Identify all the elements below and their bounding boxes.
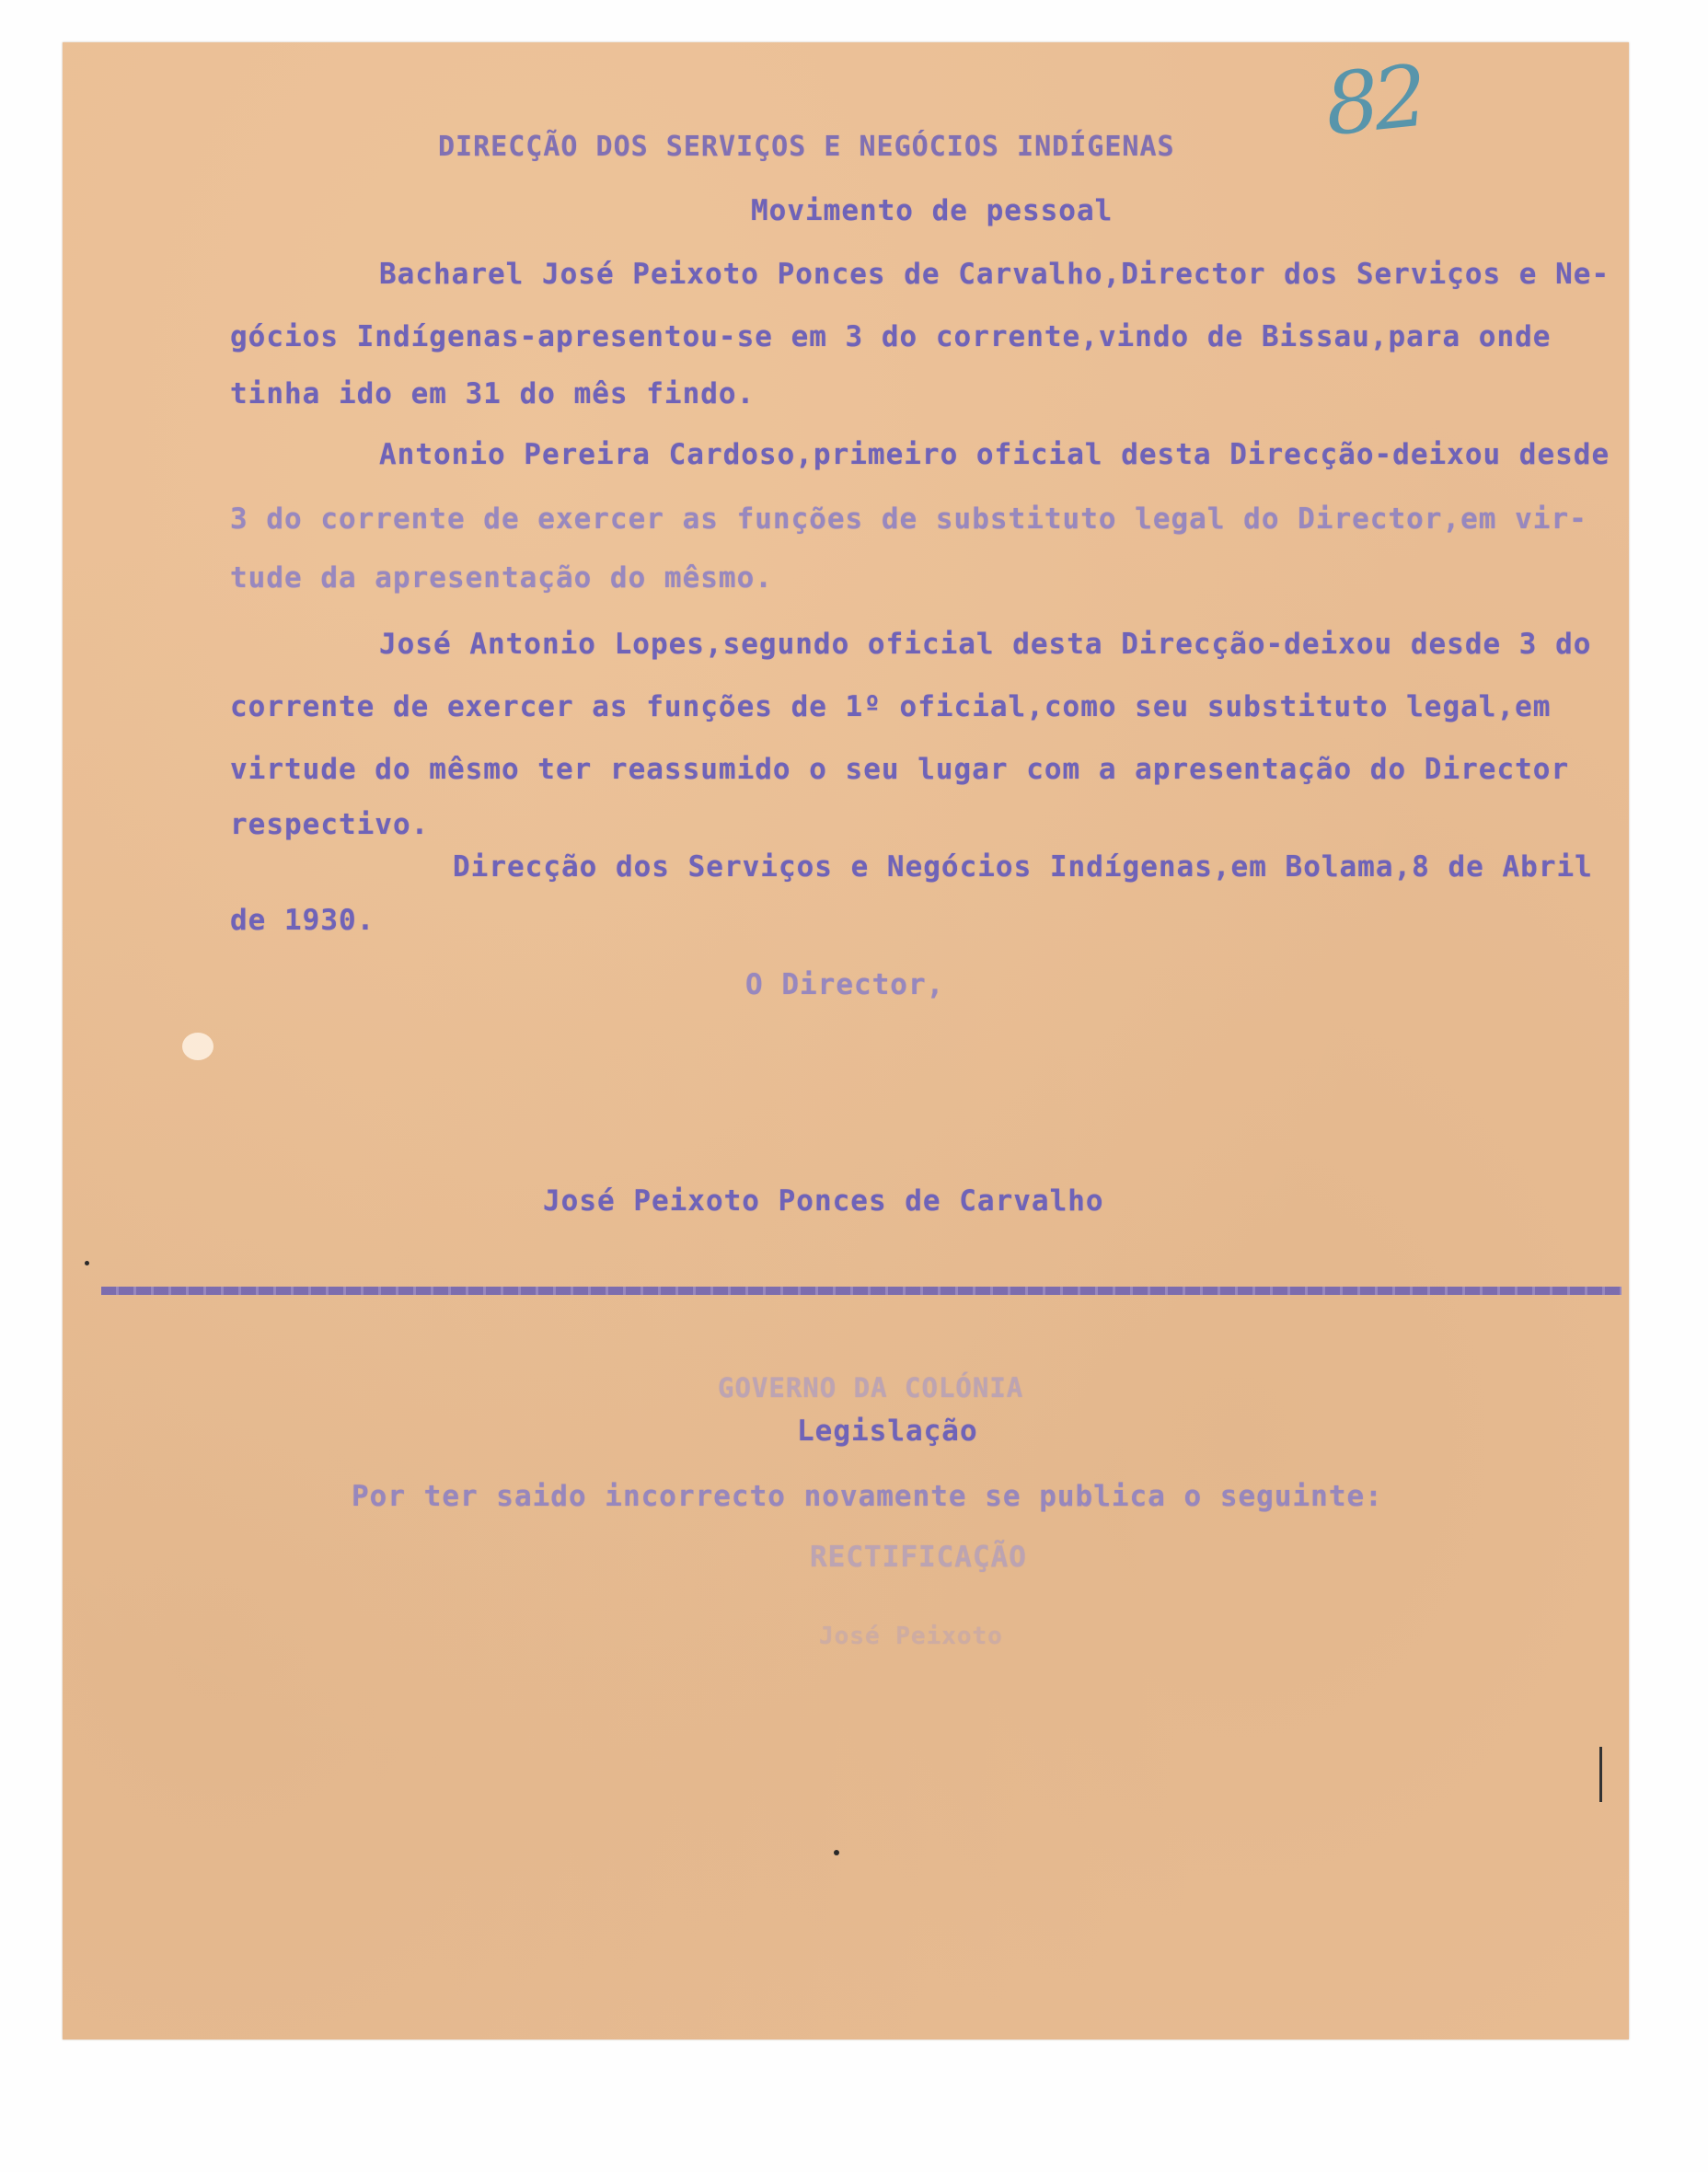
ink-speck xyxy=(834,1850,839,1855)
signature-title: O Director, xyxy=(745,968,945,1001)
paragraph-1-line-3: tinha ido em 31 do mês findo. xyxy=(230,377,756,410)
paragraph-2-line-1: Antonio Pereira Cardoso,primeiro oficial desta Direcção-deixou desde xyxy=(379,438,1610,471)
closing-line-1: Direcção dos Serviços e Negócios Indígenas,em Bolama,8 de Abril xyxy=(453,850,1593,884)
paragraph-3-line-4: respectivo. xyxy=(230,808,430,841)
paragraph-3-line-3: virtude do mêsmo ter reassumido o seu lugar com a apresentação do Director xyxy=(230,753,1570,786)
paper-damage-spot xyxy=(182,1033,214,1060)
paragraph-3-line-1: José Antonio Lopes,segundo oficial desta Direcção-deixou desde 3 do xyxy=(379,628,1592,661)
section-2-faded-text: José Peixoto xyxy=(819,1623,1003,1650)
ink-speck xyxy=(85,1261,89,1265)
section-2-intro: Por ter saido incorrecto novamente se publica o seguinte: xyxy=(352,1480,1383,1513)
paragraph-1-line-2: gócios Indígenas-apresentou-se em 3 do corrente,vindo de Bissau,para onde xyxy=(230,320,1552,353)
closing-line-2: de 1930. xyxy=(230,904,375,937)
department-heading: DIRECÇÃO DOS SERVIÇOS E NEGÓCIOS INDÍGENAS xyxy=(438,131,1175,163)
section-separator xyxy=(101,1287,1621,1295)
paragraph-2-line-2: 3 do corrente de exercer as funções de substituto legal do Director,em vir- xyxy=(230,503,1587,536)
signature-name: José Peixoto Ponces de Carvalho xyxy=(543,1184,1104,1218)
section-2-subheading: Legislação xyxy=(797,1415,978,1448)
section-2-title: RECTIFICAÇÃO xyxy=(810,1541,1027,1574)
paragraph-3-line-2: corrente de exercer as funções de 1º oficial,como seu substituto legal,em xyxy=(230,690,1552,723)
section-2-heading: GOVERNO DA COLÓNIA xyxy=(718,1372,1024,1404)
paragraph-1-line-1: Bacharel José Peixoto Ponces de Carvalho,Director dos Serviços e Ne- xyxy=(379,258,1610,291)
handwritten-page-number: 82 xyxy=(1320,46,1427,156)
paragraph-2-line-3: tude da apresentação do mêsmo. xyxy=(230,561,773,595)
edge-mark xyxy=(1599,1747,1602,1802)
subject-heading: Movimento de pessoal xyxy=(751,194,1114,227)
